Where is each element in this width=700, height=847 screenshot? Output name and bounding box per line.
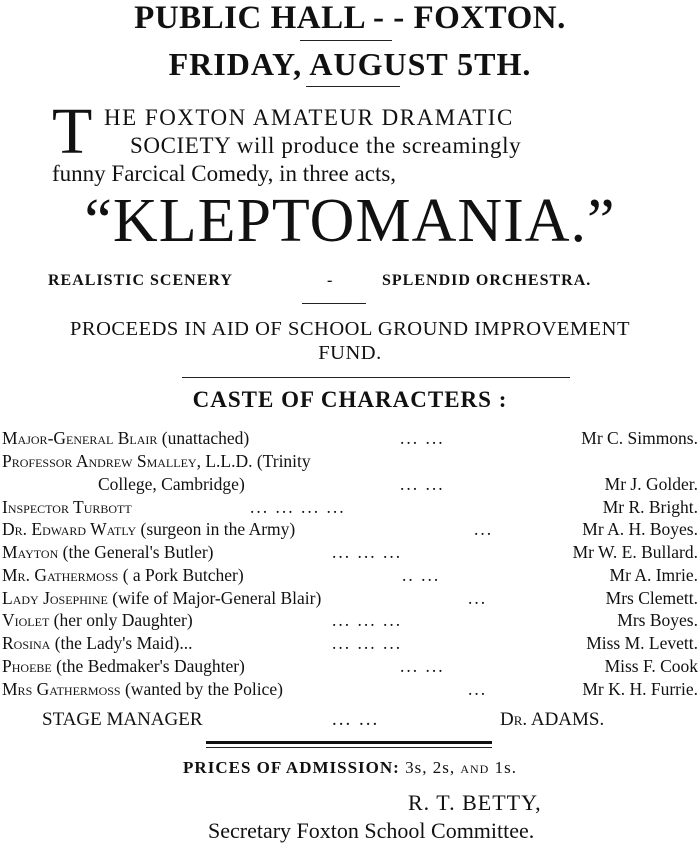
drop-cap: T: [52, 95, 93, 168]
character-name: Mr. Gathermoss: [2, 565, 119, 585]
actor-name: Mr A. H. Boyes.: [582, 519, 698, 539]
character-desc: (the Bedmaker's Daughter): [51, 656, 245, 676]
intro-line-3: funny Farcical Comedy, in three acts,: [52, 161, 397, 186]
leader-dots: ... ... ... ...: [250, 497, 346, 517]
feature-orchestra: SPLENDID ORCHESTRA.: [382, 272, 592, 289]
actor-name: Miss M. Levett.: [586, 633, 698, 653]
character-name: Mayton: [2, 542, 59, 562]
leader-dots: ... ...: [332, 709, 380, 730]
character-name: Violet: [2, 610, 50, 630]
character-desc: (surgeon in the Army): [136, 519, 296, 539]
date-text: FRIDAY, AUGUST 5TH.: [168, 46, 532, 82]
leader-dots: .. ...: [402, 565, 441, 585]
actor-name: Mr J. Golder.: [604, 474, 698, 494]
leader-dots: ...: [468, 588, 488, 608]
character-name: Lady Josephine: [2, 588, 108, 608]
actor-name: Mr R. Bright.: [602, 497, 698, 517]
character-name: Inspector Turbott: [2, 497, 132, 517]
leader-dots: ... ...: [400, 656, 445, 676]
character-desc: , L.L.D. (Trinity: [196, 451, 311, 471]
character-name: Major-General Blair: [2, 428, 158, 448]
feature-separator: -: [327, 272, 334, 289]
leader-dots: ... ... ...: [332, 610, 403, 630]
stage-manager-prefix: Dr.: [500, 709, 528, 730]
leader-dots: ... ...: [400, 474, 445, 494]
double-rule-bottom: [206, 747, 492, 748]
character-desc: (unattached): [157, 428, 250, 448]
actor-name: Mr A. Imrie.: [609, 565, 698, 585]
character-desc: ( a Pork Butcher): [118, 565, 244, 585]
stage-manager-name: [500, 708, 604, 732]
actor-name: Mr K. H. Furrie.: [582, 679, 698, 699]
actor-name: Mr C. Simmons.: [581, 428, 698, 448]
stage-manager-row: [42, 708, 698, 732]
secretary-name: R. T. BETTY,: [408, 790, 542, 815]
divider-rule: [300, 40, 392, 41]
character-name: Rosina: [2, 633, 51, 653]
character-name: Dr. Edward Watly: [2, 519, 137, 539]
character-desc: (her only Daughter): [49, 610, 193, 630]
leader-dots: ...: [474, 519, 494, 539]
actor-name: Mrs Clemett.: [605, 588, 698, 608]
actor-name: Mrs Boyes.: [617, 610, 698, 630]
actor-name: Mr W. E. Bullard.: [572, 542, 698, 562]
intro-line-1: HE FOXTON AMATEUR DRAMATIC: [104, 105, 514, 130]
divider-rule: [302, 303, 366, 304]
stage-manager-label: STAGE MANAGER: [42, 709, 203, 730]
stage-manager-surname: ADAMS.: [530, 709, 605, 730]
admission-prices: [0, 756, 700, 780]
character-name: Professor Andrew Smalley: [2, 451, 197, 471]
character-name: Phoebe: [2, 656, 52, 676]
character-desc: College, Cambridge): [98, 474, 245, 494]
feature-scenery: REALISTIC SCENERY: [48, 272, 233, 289]
intro-line-2: SOCIETY will produce the screamingly: [130, 133, 522, 158]
prices-last: 1s.: [494, 758, 517, 777]
divider-rule: [306, 86, 400, 87]
play-title: “KLEPTOMANIA.”: [84, 187, 616, 255]
double-rule-top: [206, 741, 492, 744]
prices-values: 3s, 2s,: [405, 758, 456, 777]
date-heading: [0, 46, 700, 82]
leader-dots: ... ...: [400, 428, 445, 448]
prices-and: and: [460, 758, 490, 777]
leader-dots: ... ... ...: [332, 542, 403, 562]
cast-heading: CASTE OF CHARACTERS :: [192, 387, 508, 412]
secretary-title: Secretary Foxton School Committee.: [208, 818, 535, 843]
leader-dots: ... ... ...: [332, 633, 403, 653]
character-desc: (the General's Butler): [58, 542, 214, 562]
actor-name: Miss F. Cook: [604, 656, 698, 676]
character-desc: (wanted by the Police): [120, 679, 283, 699]
proceeds-line-1: PROCEEDS IN AID OF SCHOOL GROUND IMPROVEMENT: [70, 318, 630, 340]
character-desc: (the Lady's Maid)...: [50, 633, 193, 653]
divider-rule: [182, 377, 570, 378]
character-desc: (wife of Major-General Blair): [107, 588, 322, 608]
leader-dots: ...: [468, 679, 488, 699]
proceeds-notice: [0, 317, 700, 365]
proceeds-line-2: FUND.: [318, 342, 382, 364]
venue-heading: PUBLIC HALL - - FOXTON.: [134, 0, 566, 36]
prices-label: PRICES OF ADMISSION:: [183, 758, 400, 777]
character-name: Mrs Gathermoss: [2, 679, 121, 699]
